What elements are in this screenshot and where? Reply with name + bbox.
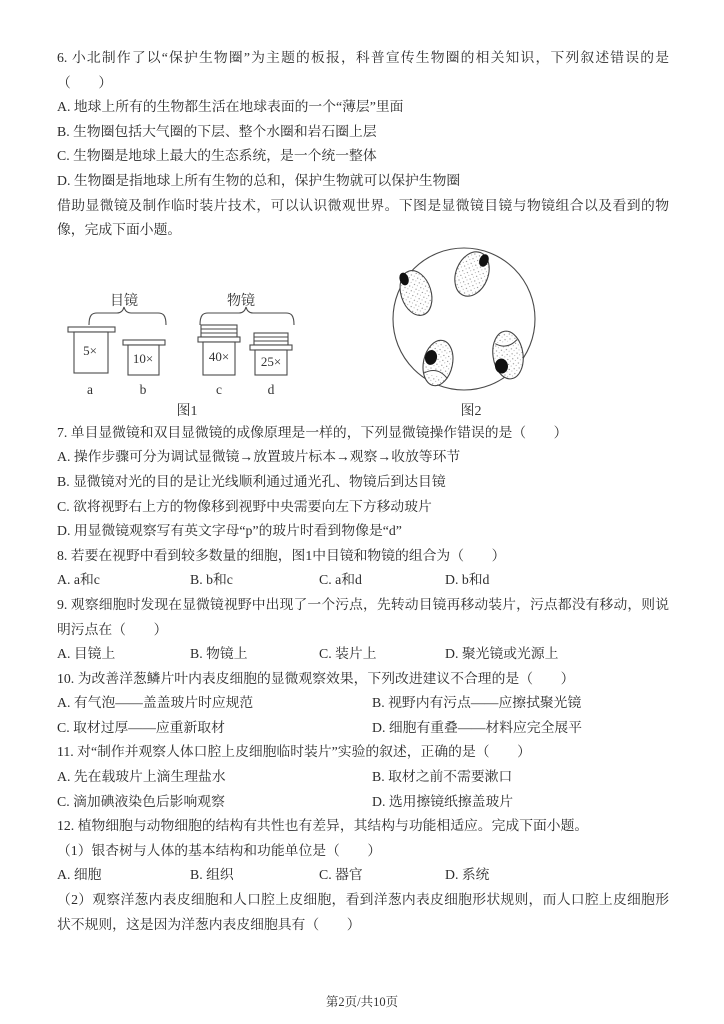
- question-12-sub1-option-d: D. 系统: [445, 867, 490, 883]
- lens-c-magnification: 40×: [208, 348, 230, 364]
- eyepiece-label: 目镜: [110, 293, 138, 309]
- lens-d-objective: [250, 333, 292, 375]
- lens-b-letter: b: [139, 381, 147, 397]
- cell-top: [449, 246, 496, 301]
- question-9-option-d: D. 聚光镜或光源上: [445, 646, 559, 662]
- lens-b-magnification: 10×: [132, 350, 154, 366]
- lens-a-magnification: 5×: [83, 342, 97, 358]
- question-12-sub1-stem: （1）银杏树与人体的基本结构和功能单位是（ ）: [57, 842, 382, 858]
- figure-2-caption: 图2: [460, 403, 482, 419]
- question-6-option-b: B. 生物圈包括大气圈的下层、整个水圈和岩石圈上层: [57, 123, 377, 139]
- question-12-sub1-option-a: A. 细胞: [57, 867, 102, 883]
- question-9-stem: 9. 观察细胞时发现在显微镜视野中出现了一个污点，先转动目镜再移动装片，污点都没有移动，则说明污点在（ ）: [57, 596, 669, 637]
- page-number-footer: 第2页/共10页: [325, 995, 399, 1009]
- question-6-option-a: A. 地球上所有的生物都生活在地球表面的一个“薄层”里面: [57, 99, 404, 115]
- question-7-option-d: D. 用显微镜观察写有英文字母“p”的玻片时看到物像是“d”: [57, 523, 402, 539]
- figure-1-caption: 图1: [176, 403, 198, 419]
- question-11-option-c: C. 滴加碘液染色后影响观察: [57, 793, 225, 809]
- cell-upper-left: [394, 266, 437, 319]
- question-10-option-c: C. 取材过厚——应重新取材: [57, 719, 225, 735]
- question-9-option-b: B. 物镜上: [190, 646, 248, 662]
- question-8-option-b: B. b和c: [190, 572, 233, 588]
- objective-brace: [200, 307, 294, 325]
- question-12-stem: 12. 植物细胞与动物细胞的结构有共性也有差异，其结构与功能相适应。完成下面小题。: [57, 818, 589, 834]
- question-8-option-c: C. a和d: [319, 572, 362, 588]
- question-11-option-b: B. 取材之前不需要漱口: [372, 769, 513, 785]
- question-10-stem: 10. 为改善洋葱鳞片叶内表皮细胞的显微观察效果，下列改进建议不合理的是（ ）: [57, 670, 575, 686]
- question-7-option-a: A. 操作步骤可分为调试显微镜→放置玻片标本→观察→收放等环节: [57, 449, 461, 465]
- question-9-options: [57, 642, 669, 667]
- question-12-sub1-options: [57, 863, 669, 888]
- question-11-option-d: D. 选用擦镜纸擦盖玻片: [372, 793, 514, 809]
- question-8-stem: 8. 若要在视野中看到较多数量的细胞，图1中目镜和物镜的组合为（ ）: [57, 547, 506, 563]
- question-11-stem: 11. 对“制作并观察人体口腔上皮细胞临时装片”实验的叙述，正确的是（ ）: [57, 744, 531, 760]
- question-6-option-c: C. 生物圈是地球上最大的生态系统，是一个统一整体: [57, 148, 377, 164]
- question-10-option-a: A. 有气泡——盖盖玻片时应规范: [57, 695, 254, 711]
- lens-a-letter: a: [87, 381, 93, 397]
- lens-c-letter: c: [216, 381, 222, 397]
- lens-d-magnification: 25×: [260, 353, 282, 369]
- objective-label: 物镜: [227, 293, 255, 309]
- question-9-option-a: A. 目镜上: [57, 646, 116, 662]
- question-6-stem: 6. 小北制作了以“保护生物圈”为主题的板报，科普宣传生物圈的相关知识，下列叙述错误的是（ ）: [57, 50, 669, 90]
- lens-b-eyepiece: [123, 340, 165, 375]
- cell-bottom-right: [490, 329, 526, 381]
- lens-c-objective: [198, 325, 240, 375]
- question-12-sub1-option-b: B. 组织: [190, 867, 234, 883]
- intro-paragraph: 借助显微镜及制作临时装片技术，可以认识微观世界。下图是显微镜目镜与物镜组合以及看到的物像，完成下面小题。: [57, 197, 669, 238]
- question-7-stem: 7. 单目显微镜和双目显微镜的成像原理是一样的，下列显微镜操作错误的是（ ）: [57, 424, 568, 440]
- question-10-option-d: D. 细胞有重叠——材料应完全展平: [372, 719, 583, 735]
- question-7-option-c: C. 欲将视野右上方的物像移到视野中央需要向左下方移动玻片: [57, 498, 432, 514]
- question-8-option-d: D. b和d: [445, 572, 490, 588]
- lens-d-letter: d: [267, 381, 275, 397]
- question-12-sub1-option-c: C. 器官: [319, 867, 363, 883]
- question-10-options-row-2: [57, 716, 669, 741]
- question-7-option-b: B. 显微镜对光的目的是让光线顺利通过通光孔、物镜后到达目镜: [57, 473, 446, 489]
- question-10-options-row-1: [57, 691, 669, 716]
- question-11-options-row-1: [57, 765, 669, 790]
- question-9-option-c: C. 装片上: [319, 646, 377, 662]
- lens-a-eyepiece: [68, 327, 115, 373]
- question-8-option-a: A. a和c: [57, 572, 100, 588]
- question-11-option-a: A. 先在载玻片上滴生理盐水: [57, 769, 226, 785]
- question-6-option-d: D. 生物圈是指地球上所有生物的总和，保护生物就可以保护生物圈: [57, 172, 461, 188]
- figure-2-field-of-view: [381, 243, 563, 421]
- question-10-option-b: B. 视野内有污点——应擦拭聚光镜: [372, 695, 582, 711]
- cell-bottom-left: [419, 337, 457, 388]
- question-8-options: [57, 568, 669, 593]
- figure-1-lenses: [59, 243, 311, 421]
- page-content: [57, 46, 669, 937]
- question-11-options-row-2: [57, 790, 669, 815]
- figure-row: [57, 243, 669, 421]
- question-12-sub2-stem: （2）观察洋葱内表皮细胞和人口腔上皮细胞，看到洋葱内表皮细胞形状规则，而人口腔上皮细胞形状不规则，这是因为洋葱内表皮细胞具有（ ）: [57, 892, 669, 932]
- eyepiece-brace: [89, 307, 166, 325]
